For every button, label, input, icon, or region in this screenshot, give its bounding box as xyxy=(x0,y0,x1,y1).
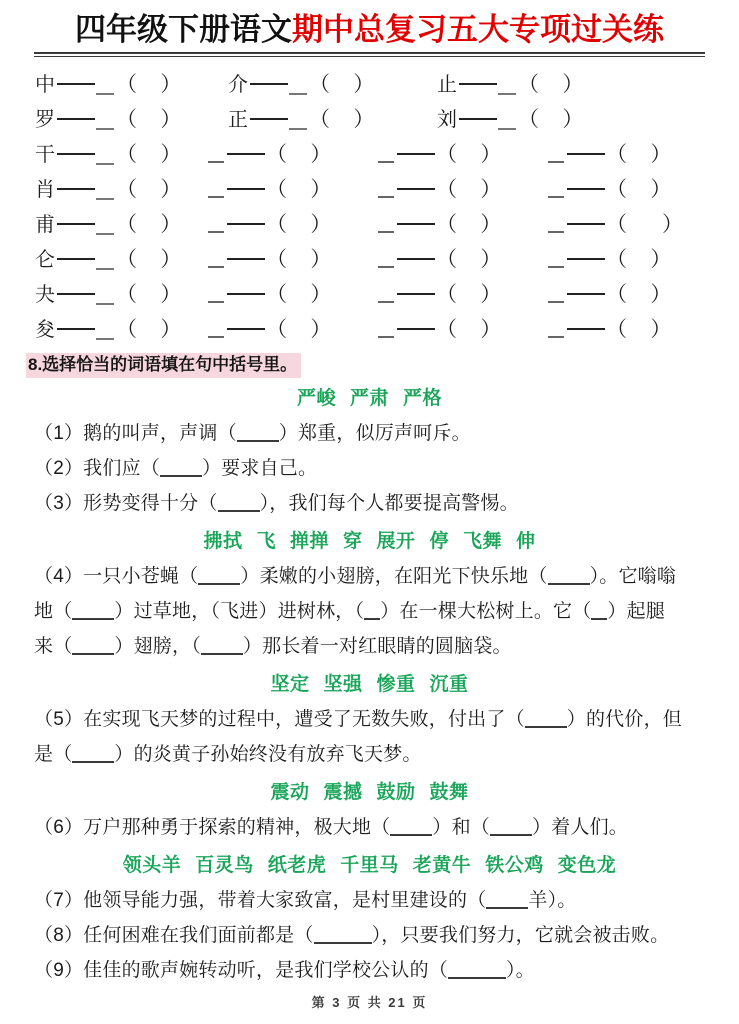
question-3 xyxy=(34,486,739,521)
radical-blank-lead[interactable] xyxy=(208,161,224,163)
radical-dash xyxy=(57,118,95,120)
radical-paren[interactable]: （ ） xyxy=(116,178,182,201)
radical-paren[interactable]: （ ） xyxy=(436,143,502,166)
radical-answer-blank[interactable] xyxy=(289,116,307,130)
question-number: （4） xyxy=(34,566,84,587)
radical-answer-blank[interactable] xyxy=(289,81,307,95)
word-bank-word[interactable]: 铁公鸡 xyxy=(485,855,544,876)
radical-paren[interactable]: （ ） xyxy=(436,178,502,201)
radical-dash xyxy=(567,293,605,295)
answer-blank[interactable] xyxy=(160,460,202,477)
question-text: ）起腿 xyxy=(607,601,666,622)
question-9 xyxy=(34,953,739,988)
radical-dash xyxy=(250,83,288,85)
word-bank-4 xyxy=(0,778,739,808)
radical-item xyxy=(35,102,181,138)
radical-item xyxy=(378,137,501,173)
radical-char: 干 xyxy=(35,144,55,166)
question-text: 任何困难在我们面前都是（ xyxy=(83,925,314,946)
word-bank-word[interactable]: 穿 xyxy=(342,531,363,552)
word-bank-word[interactable]: 震动 xyxy=(270,782,310,803)
word-bank-word[interactable]: 纸老虎 xyxy=(267,855,327,876)
radical-dash xyxy=(57,153,95,155)
radical-dash xyxy=(227,328,265,330)
answer-blank[interactable] xyxy=(198,568,240,585)
question-1 xyxy=(34,416,739,451)
radical-dash xyxy=(459,83,497,85)
radical-blank-lead[interactable] xyxy=(548,301,564,303)
answer-blank[interactable] xyxy=(237,425,279,442)
radical-dash xyxy=(459,118,497,120)
radical-char: 罗 xyxy=(35,109,55,131)
radical-answer-blank[interactable] xyxy=(498,81,516,95)
radical-paren[interactable]: （ ） xyxy=(266,178,332,201)
radical-answer-blank[interactable] xyxy=(498,116,516,130)
question-text: ）着人们。 xyxy=(531,817,628,838)
radical-dash xyxy=(567,188,605,190)
radical-row xyxy=(0,67,739,102)
radical-answer-blank[interactable] xyxy=(96,151,114,165)
word-bank-word[interactable]: 掸掸 xyxy=(289,531,329,552)
question-4-line-3 xyxy=(34,629,739,664)
question-text: 佳佳的歌声婉转动听，是我们学校公认的（ xyxy=(83,960,448,981)
radical-dash xyxy=(57,188,95,190)
word-bank-word[interactable]: 百灵鸟 xyxy=(195,855,254,876)
question-text: ）郑重，似厉声呵斥。 xyxy=(278,423,471,444)
question-number: （8） xyxy=(34,925,84,946)
radical-char: 仑 xyxy=(35,249,55,271)
radical-paren[interactable]: （ ） xyxy=(309,108,375,131)
radical-answer-blank[interactable] xyxy=(96,291,114,305)
radical-dash xyxy=(57,328,95,330)
question-text: ）的炎黄子孙始终没有放弃飞天梦。 xyxy=(114,744,422,765)
radical-dash xyxy=(397,153,435,155)
answer-blank[interactable] xyxy=(72,603,114,620)
radical-paren[interactable]: （ ） xyxy=(436,213,502,236)
question-text: ），只要我们努力，它就会被击败。 xyxy=(371,925,670,946)
question-text: 在实现飞天梦的过程中，遭受了无数失败，付出了（ xyxy=(83,709,525,730)
radical-blank-lead[interactable] xyxy=(378,161,394,163)
radical-item xyxy=(35,172,181,208)
radical-blank-lead[interactable] xyxy=(548,336,564,338)
word-bank-word[interactable]: 严肃 xyxy=(349,388,389,409)
radical-item xyxy=(35,242,181,278)
question-text: 是（ xyxy=(34,744,73,765)
radical-dash xyxy=(227,188,265,190)
question-5-line-1 xyxy=(34,702,739,737)
word-bank-word[interactable]: 飞舞 xyxy=(463,531,503,552)
radical-item xyxy=(437,67,583,103)
question-text: 形势变得十分（ xyxy=(83,493,218,514)
radical-blank-lead[interactable] xyxy=(378,231,394,233)
radical-answer-blank[interactable] xyxy=(96,186,114,200)
question-text: ）翅膀，（ xyxy=(114,636,201,657)
radical-item xyxy=(208,137,331,173)
radical-paren[interactable]: （ ） xyxy=(606,248,672,271)
question-text: ）在一棵大松树上。它（ xyxy=(380,601,592,622)
radical-item xyxy=(378,312,501,348)
radical-blank-lead[interactable] xyxy=(548,161,564,163)
radical-blank-lead[interactable] xyxy=(378,336,394,338)
word-bank-5 xyxy=(0,851,739,881)
page-title xyxy=(0,10,739,50)
radical-dash xyxy=(227,153,265,155)
radical-row xyxy=(0,102,739,137)
word-bank-word[interactable]: 鼓励 xyxy=(376,782,416,803)
radical-paren[interactable]: （ ） xyxy=(309,73,375,96)
answer-blank[interactable] xyxy=(448,962,506,979)
radical-char: 正 xyxy=(228,109,248,131)
question-text: ）要求自己。 xyxy=(201,458,318,479)
radical-row xyxy=(0,207,739,242)
radical-dash xyxy=(227,293,265,295)
radical-dash xyxy=(250,118,288,120)
question-text: ）和（ xyxy=(432,817,490,838)
word-bank-word[interactable]: 停 xyxy=(429,531,450,552)
radical-blank-lead[interactable] xyxy=(378,196,394,198)
radical-paren[interactable]: （ ） xyxy=(116,108,182,131)
radical-dash xyxy=(227,258,265,260)
page-title-wrap xyxy=(0,0,739,50)
word-bank-word[interactable]: 坚定 xyxy=(270,674,310,695)
radical-blank-lead[interactable] xyxy=(378,301,394,303)
radical-item xyxy=(548,207,683,243)
question-8 xyxy=(34,918,739,953)
radical-char: 止 xyxy=(437,74,457,96)
radical-dash xyxy=(397,188,435,190)
question-4-line-2 xyxy=(34,594,739,629)
word-bank-word[interactable]: 展开 xyxy=(376,531,416,552)
word-bank-word[interactable]: 严峻 xyxy=(296,388,336,409)
radical-item xyxy=(378,172,501,208)
radical-dash xyxy=(57,258,95,260)
section-heading-wrap xyxy=(0,347,739,378)
radical-row xyxy=(0,172,739,207)
question-number: （6） xyxy=(34,817,84,838)
question-5-line-2 xyxy=(34,737,739,772)
radical-dash xyxy=(397,223,435,225)
radical-item xyxy=(548,137,671,173)
question-number: （3） xyxy=(34,493,84,514)
question-text: ）的代价，但 xyxy=(566,709,682,730)
radical-dash xyxy=(567,223,605,225)
radical-dash xyxy=(227,223,265,225)
answer-blank[interactable] xyxy=(218,495,260,512)
radical-answer-blank[interactable] xyxy=(96,326,114,340)
radical-dash xyxy=(567,258,605,260)
radical-blank-lead[interactable] xyxy=(378,266,394,268)
answer-blank[interactable] xyxy=(390,819,432,836)
radical-item xyxy=(35,207,181,243)
word-bank-word[interactable]: 变色龙 xyxy=(557,855,617,876)
question-2 xyxy=(34,451,739,486)
radical-item xyxy=(208,172,331,208)
radical-item xyxy=(208,312,331,348)
word-bank-2 xyxy=(0,527,739,557)
radical-dash xyxy=(397,258,435,260)
radical-item xyxy=(548,277,671,313)
radical-paren[interactable]: （ ） xyxy=(606,143,672,166)
radical-paren[interactable]: （ ） xyxy=(116,248,182,271)
radical-item xyxy=(378,242,501,278)
word-bank-word[interactable]: 拂拭 xyxy=(203,531,243,552)
radical-blank-lead[interactable] xyxy=(548,231,564,233)
question-number: （1） xyxy=(34,423,84,444)
radical-answer-blank[interactable] xyxy=(96,256,114,270)
radical-paren[interactable]: （ ） xyxy=(518,108,584,131)
section-8-heading: 8.选择恰当的词语填在句中括号里。 xyxy=(26,353,301,378)
radical-row xyxy=(0,137,739,172)
radical-answer-blank[interactable] xyxy=(96,81,114,95)
question-number: （7） xyxy=(34,890,84,911)
radical-paren[interactable]: （ ） xyxy=(116,283,182,306)
question-text: 他领导能力强，带着大家致富，是村里建设的（ xyxy=(83,890,487,911)
radical-row xyxy=(0,312,739,347)
radical-char: 介 xyxy=(228,74,248,96)
radical-dash xyxy=(567,328,605,330)
radical-paren[interactable]: （ ） xyxy=(266,143,332,166)
word-bank-word[interactable]: 伸 xyxy=(516,531,536,552)
radical-paren[interactable]: （ ） xyxy=(436,283,502,306)
question-text: 我们应（ xyxy=(83,458,160,479)
question-text: 一只小苍蝇（ xyxy=(83,566,199,587)
page-title-black: 四年级下册语文 xyxy=(75,12,292,47)
word-bank-word[interactable]: 坚强 xyxy=(323,674,363,695)
word-bank-word[interactable]: 飞 xyxy=(256,531,276,552)
answer-blank[interactable] xyxy=(314,927,372,944)
word-bank-word[interactable]: 震撼 xyxy=(323,782,363,803)
radical-paren[interactable]: （ ） xyxy=(436,248,502,271)
radical-paren[interactable]: （ ） xyxy=(266,213,332,236)
question-number: （9） xyxy=(34,960,84,981)
radical-row xyxy=(0,277,739,312)
radical-blank-lead[interactable] xyxy=(208,231,224,233)
radical-dash xyxy=(57,223,95,225)
radical-char: 甫 xyxy=(35,214,55,236)
radical-item xyxy=(35,137,181,173)
radical-item xyxy=(378,207,501,243)
radical-paren[interactable]: （ ） xyxy=(266,318,332,341)
radical-answer-blank[interactable] xyxy=(96,116,114,130)
question-number: （2） xyxy=(34,458,84,479)
page-title-red: 期中总复习五大专项过关练 xyxy=(292,12,664,47)
radical-paren[interactable]: （ ） xyxy=(116,73,182,96)
radical-char: 中 xyxy=(35,74,55,96)
radical-item xyxy=(548,312,671,348)
radical-paren[interactable]: （ ） xyxy=(116,143,182,166)
question-text: ）。它嗡嗡 xyxy=(589,566,677,587)
answer-blank[interactable] xyxy=(201,638,243,655)
radical-item xyxy=(228,102,374,138)
radical-item xyxy=(548,172,671,208)
word-bank-word[interactable]: 老黄牛 xyxy=(412,855,472,876)
question-text: 万户那种勇于探索的精神，极大地（ xyxy=(83,817,391,838)
radical-item xyxy=(437,102,583,138)
answer-blank[interactable] xyxy=(591,603,607,620)
word-bank-word[interactable]: 鼓舞 xyxy=(429,782,469,803)
radical-paren[interactable]: （ ） xyxy=(606,178,672,201)
radical-item xyxy=(35,277,181,313)
radical-dash xyxy=(57,293,95,295)
question-4-line-1 xyxy=(34,559,739,594)
word-bank-1 xyxy=(0,384,739,414)
radical-item xyxy=(548,242,671,278)
question-7 xyxy=(34,883,739,918)
radical-dash xyxy=(57,83,95,85)
radical-blank-lead[interactable] xyxy=(208,266,224,268)
radical-paren[interactable]: （ ） xyxy=(266,283,332,306)
radical-paren[interactable]: （ ） xyxy=(518,73,584,96)
radical-item xyxy=(228,67,374,103)
answer-blank[interactable] xyxy=(72,638,114,655)
radical-char: 刘 xyxy=(437,109,457,131)
radical-dash xyxy=(397,328,435,330)
word-bank-word[interactable]: 沉重 xyxy=(429,674,469,695)
title-underline-rule xyxy=(34,52,705,57)
word-bank-3 xyxy=(0,670,739,700)
radical-item xyxy=(35,312,181,348)
radical-paren[interactable]: （ ） xyxy=(606,318,672,341)
radical-char: 夬 xyxy=(35,284,55,306)
answer-blank[interactable] xyxy=(72,746,114,763)
word-bank-word[interactable]: 千里马 xyxy=(340,855,399,876)
radical-item xyxy=(208,207,331,243)
page-footer: 第 3 页 共 21 页 xyxy=(311,995,428,1010)
radical-dash xyxy=(397,293,435,295)
radical-dash xyxy=(567,153,605,155)
question-text: 来（ xyxy=(34,636,73,657)
radical-answer-blank[interactable] xyxy=(96,221,114,235)
word-bank-word[interactable]: 领头羊 xyxy=(122,855,182,876)
radical-blank-lead[interactable] xyxy=(208,336,224,338)
radical-paren[interactable]: （ ） xyxy=(606,213,684,236)
radical-paren[interactable]: （ ） xyxy=(436,318,502,341)
radical-blank-lead[interactable] xyxy=(208,301,224,303)
question-6 xyxy=(34,810,739,845)
radical-blank-lead[interactable] xyxy=(548,266,564,268)
question-text: 鹅的叫声，声调（ xyxy=(83,423,237,444)
radical-row xyxy=(0,242,739,277)
radical-item xyxy=(208,242,331,278)
answer-blank[interactable] xyxy=(490,819,532,836)
radical-char: 肖 xyxy=(35,179,55,201)
question-text: 羊）。 xyxy=(528,890,577,911)
question-text: ）过草地，（飞进）进树林，（ xyxy=(114,601,365,622)
radical-item xyxy=(208,277,331,313)
radical-char: 夋 xyxy=(35,319,55,341)
radical-blank-lead[interactable] xyxy=(208,196,224,198)
radical-exercise-block xyxy=(0,67,739,347)
answer-blank[interactable] xyxy=(364,603,380,620)
question-number: （5） xyxy=(34,709,84,730)
question-text: 地（ xyxy=(34,601,73,622)
word-bank-word[interactable]: 严格 xyxy=(403,388,443,409)
question-text: ）柔嫩的小翅膀，在阳光下快乐地（ xyxy=(240,566,548,587)
answer-blank[interactable] xyxy=(486,892,528,909)
radical-paren[interactable]: （ ） xyxy=(116,318,182,341)
radical-blank-lead[interactable] xyxy=(548,196,564,198)
radical-paren[interactable]: （ ） xyxy=(116,213,182,236)
radical-item xyxy=(35,67,181,103)
radical-paren[interactable]: （ ） xyxy=(266,248,332,271)
answer-blank[interactable] xyxy=(525,711,567,728)
question-text: ），我们每个人都要提高警惕。 xyxy=(259,493,519,514)
question-text: ）那长着一对红眼睛的圆脑袋。 xyxy=(242,636,512,657)
question-text: ）。 xyxy=(505,960,535,981)
radical-item xyxy=(378,277,501,313)
radical-paren[interactable]: （ ） xyxy=(606,283,672,306)
word-bank-word[interactable]: 惨重 xyxy=(376,674,416,695)
answer-blank[interactable] xyxy=(548,568,590,585)
